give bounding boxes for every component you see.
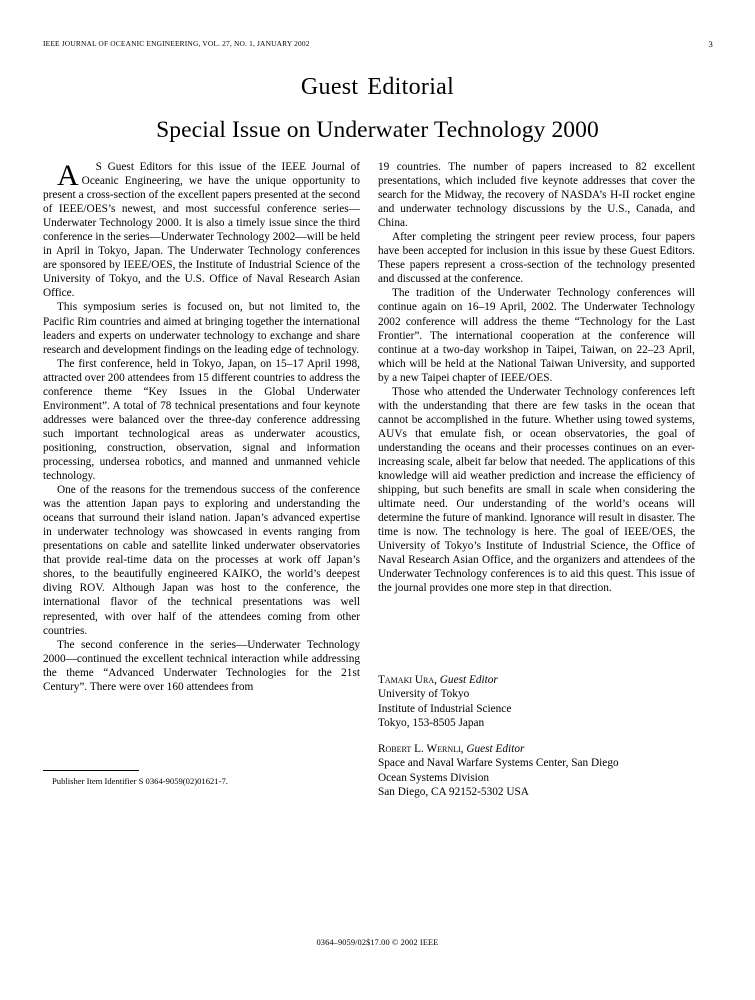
journal-title-line: IEEE JOURNAL OF OCEANIC ENGINEERING, VOL. 27, NO. 1, JANUARY 2002 xyxy=(43,39,310,48)
editor-affiliation-line: Institute of Industrial Science xyxy=(378,702,512,715)
editor-role: , Guest Editor xyxy=(434,674,498,686)
paragraph-left-1-text: S Guest Editors for this issue of the IEEE Journal of Oceanic Engineering, we have the unique opportunity to present a cross-section of the excellent papers presented at the second of IEEE/OES’s newest, and most successful conference series—Underwater Technology 2000. It is also a timely issue since the third conference in the series—Underwater Technology 2002—will be held in April in Tokyo, Japan. The Underwater Technology conferences are sponsored by IEEE/OES, the Institute of Industrial Science of the University of Tokyo, and the U.S. Office of Naval Research Asian Office. xyxy=(43,161,360,300)
title-main-word-1: Guest xyxy=(300,74,359,100)
signature-entry xyxy=(378,742,708,799)
editor-affiliation-line: University of Tokyo xyxy=(378,688,470,701)
paragraph-left-4: One of the reasons for the tremendous success of the conference was the attention Japan pays to exploring and understanding the oceans that surround their island nation. Japan’s advanced expertise in underwater technology was showcased in events ranging from presentations on cable and satellite linked underwater observatories that provide real-time data on the processes at work off Japan’s shores, to the beautifully engineered KAIKO, the world’s deepest diving ROV. Although Japan was host to the conference, the international flavor of the technical presentations was well represented, with over half of the attendees coming from other countries. xyxy=(43,484,360,637)
signature-block xyxy=(378,673,708,799)
footnote-block xyxy=(43,770,360,787)
page-subtitle: Special Issue on Underwater Technology 2000 xyxy=(156,117,599,143)
running-head xyxy=(43,38,713,50)
page-number: 3 xyxy=(708,39,713,49)
body-column-right xyxy=(378,160,695,595)
signature-entry xyxy=(378,673,708,730)
paragraph-left-1 xyxy=(43,160,360,300)
page-footer: 0364–9059/02$17.00 © 2002 IEEE xyxy=(316,938,439,947)
editor-name-line xyxy=(378,742,708,756)
editor-address-line: Tokyo, 153-8505 Japan xyxy=(378,716,485,729)
body-column-left xyxy=(43,160,360,694)
paragraph-right-2: After completing the stringent peer review process, four papers have been accepted for inclusion in this issue by these Guest Editors. These papers represent a cross-section of the technology presented and discussed at the conference. xyxy=(378,231,695,286)
editor-name: Robert L. Wernli xyxy=(378,743,461,756)
paragraph-left-5: The second conference in the series—Underwater Technology 2000—continued the excellent technical interaction while addressing the theme “Advanced Underwater Technologies for the 21st Century”. There were over 160 attendees from xyxy=(43,638,360,693)
paragraph-right-4: Those who attended the Underwater Technology conferences left with the understanding that there are few tasks in the ocean that cannot be accomplished in the future. Whether using towed systems, AUVs that emulate fish, or ocean observatories, the goal of understanding the oceans and their processes continues on an ever-increasing scale, albeit far below that needed. The applications of this knowledge will aid weather prediction and increase the efficiency of shipping, but such benefits are small in scale when considering the ultimate need. Our understanding of the world’s oceans will determine the future of mankind. Ignorance will result in disaster. The time is now. The technology is here. The goal of IEEE/OES, the University of Tokyo’s Institute of Industrial Science, the Office of Naval Research Asian Office, and the organizers and attendees of the Underwater Technology conferences is to aid this quest. This issue of the journal provides one more step in that direction. xyxy=(378,385,695,595)
paragraph-left-3: The first conference, held in Tokyo, Japan, on 15–17 April 1998, attracted over 200 attendees from 15 different countries to address the conference theme “Key Issues in the Global Underwater Environment”. A total of 78 technical presentations and four keynote addresses were balanced over the three-day conference addressing such important technological areas as underwater acoustics, positioning, construction, observation, signal and information processing, undersea robotics, and manned and unmanned vehicle technology. xyxy=(43,357,360,483)
paragraph-right-3: The tradition of the Underwater Technology conferences will continue again on 16–19 April, 2002. The Underwater Technology 2002 conference will address the theme “Technology for the Last Frontier”. The international cooperation at the conference will continue at a two-day workshop in Taipei, Taiwan, on 22–23 April, which will be held at the National Taiwan University, and supported by a new Taipei chapter of IEEE/OES. xyxy=(378,287,695,384)
editor-affiliation-line: Space and Naval Warfare Systems Center, San Diego xyxy=(378,757,619,770)
drop-cap: A xyxy=(57,159,79,192)
paragraph-left-2: This symposium series is focused on, but not limited to, the Pacific Rim countries and aimed at bringing together the international leaders and experts on underwater technology to exchange and share research and development findings on the leading edge of technology. xyxy=(43,301,360,356)
editor-name-line xyxy=(378,673,708,687)
footnote-rule xyxy=(43,770,139,771)
editor-name: Tamaki Ura xyxy=(378,674,435,686)
publisher-item-identifier: Publisher Item Identifier S 0364-9059(02)01621-7. xyxy=(52,776,228,786)
title-main-word-2: Editorial xyxy=(367,74,455,100)
editor-role: , Guest Editor xyxy=(460,743,525,756)
paragraph-right-1: 19 countries. The number of papers increased to 82 excellent presentations, which included five keynote addresses that cover the search for the Midway, the recovery of NASDA’s H-II rocket engine and underwater technology discussions by the U.S., Canada, and China. xyxy=(378,161,695,230)
title-block xyxy=(0,72,755,145)
editor-affiliation-line: Ocean Systems Division xyxy=(378,771,490,784)
page-title xyxy=(0,72,755,102)
editor-address-line: San Diego, CA 92152-5302 USA xyxy=(378,786,529,799)
